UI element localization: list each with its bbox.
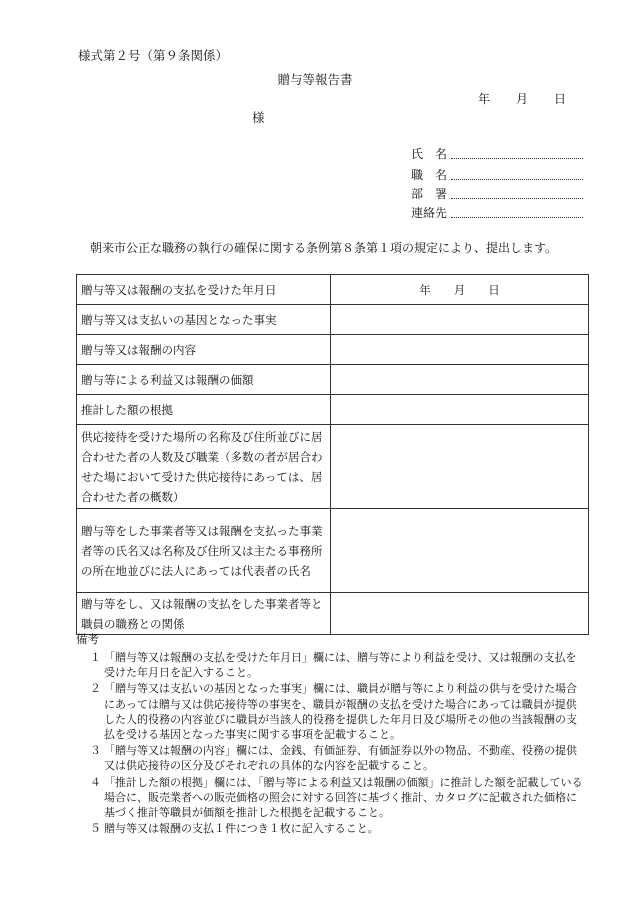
remark-number: １ bbox=[90, 651, 101, 664]
remark-number: ５ bbox=[90, 822, 101, 836]
field-line bbox=[451, 198, 583, 199]
form-label: 様式第２号（第９条関係） bbox=[78, 48, 229, 63]
remark-number: ２ bbox=[90, 682, 101, 696]
table-row bbox=[77, 275, 589, 305]
date-day: 日 bbox=[554, 92, 567, 106]
date-line bbox=[478, 90, 566, 107]
row-label: 贈与等又は報酬の内容 bbox=[77, 335, 331, 365]
remark-text: 「贈与等又は支払いの基因となった事実」欄には、職員が贈与等により利益の供与を受けた場合にあっては贈与又は供応接待等の事実を、職員が報酬の支払を受けた場合にあっては職員が提供した人的役務の内容並びに職員が当該人的役務を提供した年月日及び場所その他の当該報酬の支払を受ける基因となった事実に関する事項を記載すること。 bbox=[104, 682, 577, 742]
row-value[interactable] bbox=[331, 335, 589, 365]
remark-text: 「贈与等又は報酬の支払を受けた年月日」欄には、贈与等により利益を受け、又は報酬の支払を受けた年月日を記入すること。 bbox=[104, 651, 577, 680]
field-name[interactable] bbox=[411, 145, 451, 162]
row-label: 贈与等をし、又は報酬の支払をした事業者等と職員の職務との関係 bbox=[77, 593, 331, 635]
field-department[interactable] bbox=[411, 185, 451, 202]
remark-text: 「推計した額の根拠」欄には、「贈与等による利益又は報酬の価額」に推計した額を記載している場合に、販売業者への販売価格の照会に対する回答に基づく推計、カタログに記載された価格に基づく推計等職員が価額を推計した根拠を記載すること。 bbox=[104, 775, 583, 820]
field-label: 部 署 bbox=[411, 187, 448, 201]
table-row bbox=[77, 305, 589, 335]
row-value[interactable] bbox=[331, 509, 589, 593]
row-value[interactable] bbox=[331, 305, 589, 335]
remark-text: 贈与等又は報酬の支払１件につき１枚に記入すること。 bbox=[104, 822, 379, 836]
remarks-list bbox=[90, 650, 586, 837]
remarks-heading: 備考 bbox=[76, 632, 99, 646]
field-label: 職 名 bbox=[411, 168, 448, 182]
field-contact[interactable] bbox=[411, 204, 451, 221]
table-row bbox=[77, 335, 589, 365]
date-month: 月 bbox=[516, 92, 529, 106]
field-title[interactable] bbox=[411, 166, 451, 183]
table-row bbox=[77, 425, 589, 509]
row-label: 贈与等をした事業者等又は報酬を支払った事業者等の氏名又は名称及び住所又は主たる事務所の所在地並びに法人にあっては代表者の氏名 bbox=[77, 509, 331, 593]
row-value[interactable] bbox=[331, 395, 589, 425]
field-line bbox=[451, 217, 583, 218]
row-label: 贈与等による利益又は報酬の価額 bbox=[77, 365, 331, 395]
row-label: 供応接待を受けた場所の名称及び住所並びに居合わせた者の人数及び職業（多数の者が居合わせた場において受けた供応接待にあっては、居合わせた者の概数） bbox=[77, 425, 331, 509]
addressee: 様 bbox=[252, 110, 265, 125]
date-year: 年 bbox=[478, 92, 491, 106]
field-label: 氏 名 bbox=[411, 147, 448, 161]
remark-item bbox=[90, 775, 586, 821]
row-label: 贈与等又は支払いの基因となった事実 bbox=[77, 305, 331, 335]
row-value[interactable]: 年 月 日 bbox=[331, 275, 589, 305]
table-row bbox=[77, 509, 589, 593]
field-label: 連絡先 bbox=[411, 206, 448, 220]
table-row bbox=[77, 395, 589, 425]
table-row bbox=[77, 365, 589, 395]
field-line bbox=[451, 179, 583, 180]
remark-item bbox=[90, 743, 586, 773]
remark-item bbox=[90, 821, 586, 836]
row-value[interactable] bbox=[331, 365, 589, 395]
remark-number: ３ bbox=[90, 744, 101, 758]
row-label: 贈与等又は報酬の支払を受けた年月日 bbox=[77, 275, 331, 305]
document-title: 贈与等報告書 bbox=[277, 72, 353, 87]
field-line bbox=[451, 158, 583, 159]
remark-item bbox=[90, 681, 586, 742]
report-table bbox=[76, 274, 589, 635]
remark-number: ４ bbox=[90, 775, 101, 789]
intro-text: 朝来市公正な職務の執行の確保に関する条例第８条第１項の規定により、提出します。 bbox=[90, 241, 558, 255]
row-value[interactable] bbox=[331, 425, 589, 509]
remark-item bbox=[90, 650, 586, 680]
row-value[interactable] bbox=[331, 593, 589, 635]
row-label: 推計した額の根拠 bbox=[77, 395, 331, 425]
table-row bbox=[77, 593, 589, 635]
remark-text: 「贈与等又は報酬の内容」欄には、金銭、有価証券、有価証券以外の物品、不動産、役務の提供又は供応接待の区分及びそれぞれの具体的な内容を記載すること。 bbox=[104, 744, 577, 773]
